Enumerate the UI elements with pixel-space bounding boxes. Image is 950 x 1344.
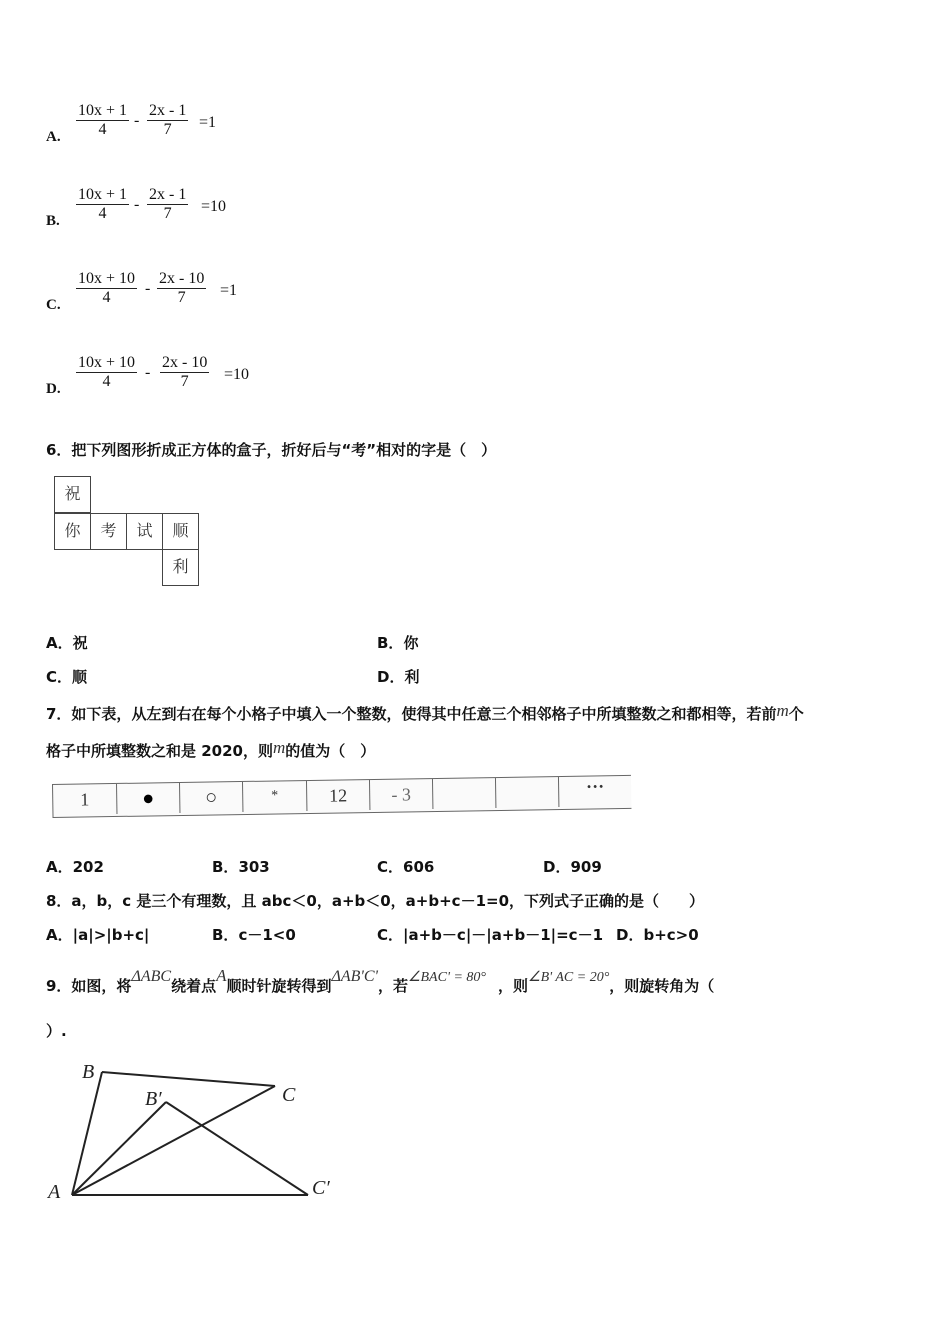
fraction-1: $\frac{10x + 10}{4}$	[78, 354, 136, 390]
answer-b: B．303	[212, 858, 270, 876]
answer-c: C．606	[377, 858, 435, 876]
answer-d: D．利	[377, 668, 420, 686]
label-a: A	[48, 1181, 61, 1203]
strip-cell-star: *	[243, 781, 307, 812]
minus-sign: -	[145, 280, 151, 297]
label-c: C	[282, 1084, 296, 1106]
q9-text-line2: ）.	[46, 1022, 67, 1040]
strip-cell-ellipsis: ···	[585, 776, 605, 797]
answer-c: C．|a+b－c|－|a+b－1|=c－1	[377, 926, 604, 944]
answer-a: A．202	[46, 858, 104, 876]
segment-ab	[72, 1072, 102, 1195]
strip-cell-filled-circle: ●	[117, 783, 180, 814]
fraction-1: $\frac{10x + 1}{4}$	[78, 186, 128, 222]
equation-rhs: =10	[224, 366, 250, 383]
equation-rhs: =1	[220, 282, 238, 299]
strip-cell-open-circle: ○	[180, 782, 243, 813]
fraction-1: $\frac{10x + 1}{4}$	[78, 102, 128, 138]
answer-a: A．祝	[46, 634, 88, 652]
option-label: A.	[46, 129, 61, 145]
option-label: C.	[46, 297, 61, 313]
q7-text-line1: 7．如下表，从左到右在每个小格子中填入一个整数，使得其中任意三个相邻格子中所填整数之和都相等，若前m个	[46, 701, 804, 723]
strip-cell: 1	[53, 784, 117, 815]
answer-c: C．顺	[46, 668, 88, 686]
option-label: B.	[46, 213, 60, 229]
answer-d: D．909	[543, 858, 602, 876]
net-cell-bottom: 利	[162, 549, 199, 586]
net-cell-top: 祝	[54, 476, 91, 513]
label-b-prime: B′	[145, 1088, 162, 1110]
label-c-prime: C′	[312, 1177, 330, 1199]
segment-b-prime-c-prime	[166, 1102, 308, 1195]
q9-text-line1: 9．如图，将ΔABC绕着点A顺时针旋转得到ΔAB'C'，若∠BAC' = 80° ，则∠B' AC = 20°，则旋转角为（	[46, 966, 715, 995]
minus-sign: -	[134, 196, 140, 213]
fraction-1: $\frac{10x + 10}{4}$	[78, 270, 136, 306]
minus-sign: -	[134, 112, 140, 129]
segment-ac	[72, 1086, 275, 1195]
strip-cell: - 3	[370, 779, 433, 810]
fraction-2: $\frac{2x - 10}{7}$	[159, 270, 205, 306]
answer-d: D．b+c>0	[616, 926, 699, 944]
net-cell: 顺	[162, 513, 199, 550]
q8-text: 8．a，b，c 是三个有理数，且 abc＜0，a+b＜0，a+b+c－1=0，下列式子正确的是（ ）	[46, 892, 705, 910]
net-cell: 试	[126, 513, 163, 550]
label-b: B	[82, 1061, 95, 1083]
answer-b: B．c－1<0	[212, 926, 296, 944]
answer-a: A．|a|>|b+c|	[46, 926, 150, 944]
segment-bc	[102, 1072, 275, 1086]
fraction-2: $\frac{2x - 1}{7}$	[149, 186, 187, 222]
segment-ab-prime	[72, 1102, 166, 1195]
fraction-2: $\frac{2x - 10}{7}$	[162, 354, 208, 390]
net-cell: 考	[90, 513, 127, 550]
fraction-2: $\frac{2x - 1}{7}$	[149, 102, 187, 138]
q6-text: 6．把下列图形折成正方体的盒子，折好后与“考”相对的字是（ ）	[46, 441, 497, 459]
equation-rhs: =10	[201, 198, 227, 215]
answer-b: B．你	[377, 634, 419, 652]
minus-sign: -	[145, 364, 151, 381]
option-label: D.	[46, 381, 61, 397]
q7-text-line2: 格子中所填整数之和是 2020，则m的值为（ ）	[46, 738, 376, 760]
strip-cell: 12	[307, 780, 370, 811]
equation-rhs: =1	[199, 114, 217, 131]
net-cell: 你	[54, 513, 91, 550]
